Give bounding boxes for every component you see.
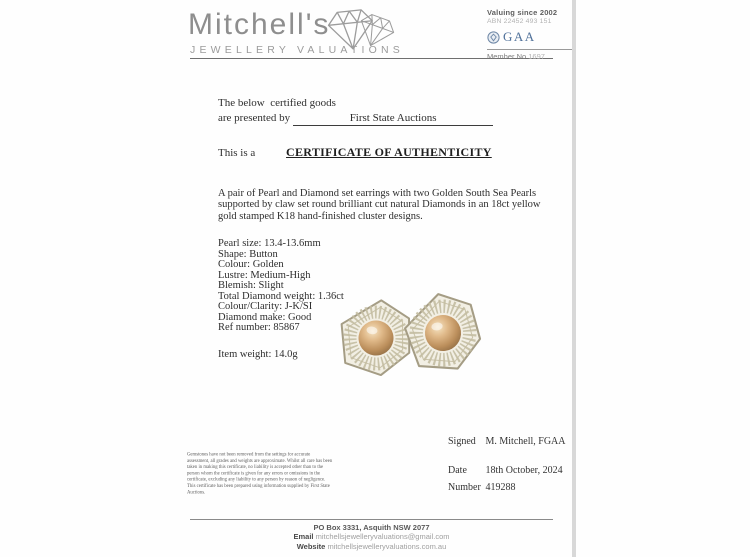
gaa-label: GAA [503,29,536,44]
number-value: 419288 [485,482,516,493]
certificate-title: CERTIFICATE OF AUTHENTICITY [286,145,492,159]
presented-by-prefix: are presented by [218,112,291,124]
item-weight: Item weight: 14.0g [218,349,298,360]
member-no: Member No 1697 [487,52,545,61]
intro-line-2 [218,112,493,126]
spec-row: Colour/Clarity: J-K/SI [218,301,313,312]
scanned-page-edge [572,0,576,557]
disclaimer-text: Gemstones have not been removed from the settings for accurate assessment, all grades and weights are approximate. Whilst all care has been taken in making this certificate, no liability is accepted other than to the person whom the certificate is given for any errors or omissions in the certificate, excluding any liability to any person by reason of negligence. This certificate has been prepared using information supplied by First State Auctions. [187,452,333,495]
member-divider [487,49,575,50]
email-line [190,532,553,541]
email-value: mitchellsjewelleryvaluations@gmail.com [315,532,450,542]
spec-row: Shape: Button [218,248,278,260]
brand-subtitle: JEWELLERY VALUATIONS [190,44,404,56]
title-prefix: This is a [218,147,256,159]
brand-wordmark: Mitchell's [188,8,331,41]
abn-text: ABN 22452 493 151 [487,18,552,25]
earrings-photo [330,286,490,387]
number-label: Number [448,482,481,493]
valuing-since-text: Valuing since 2002 [487,8,558,17]
signed-label: Signed [448,436,476,447]
date-value: 18th October, 2024 [485,465,563,476]
date-row [448,465,563,476]
spec-list [218,239,344,334]
gaa-seal-icon [487,31,500,44]
spec-row: Pearl size: 13.4-13.6mm [218,238,321,249]
website-value: mitchellsjewelleryvaluations.com.au [327,541,447,551]
spec-row: Diamond make: Good [218,311,312,323]
spec-row: Ref number: 85867 [218,322,300,333]
intro-line-1: The below certified goods [218,97,336,109]
footer-divider [190,519,553,520]
website-line [190,542,553,551]
po-box-address: PO Box 3331, Asquith NSW 2077 [313,523,430,532]
spec-row: Lustre: Medium-High [218,269,311,281]
signed-value: M. Mitchell, FGAA [485,436,566,447]
date-label: Date [448,465,467,476]
spec-row: Total Diamond weight: 1.36ct [218,290,344,302]
item-description: A pair of Pearl and Diamond set earrings with two Golden South Sea Pearls supported by claw set round brilliant cut natural Diamonds in an 18ct yellow gold stamped K18 hand-finished cluster designs. [218,188,541,222]
email-label: Email [293,532,316,542]
website-label: Website [296,541,328,551]
letterhead-info-block [487,8,577,61]
title-row [218,145,492,160]
signed-row [448,436,566,447]
spec-row: Colour: Golden [218,259,284,270]
presented-by-value: First State Auctions [293,112,493,126]
footer [190,523,553,551]
spec-row: Blemish: Slight [218,280,284,291]
gaa-logo [487,29,577,45]
number-row [448,482,516,493]
